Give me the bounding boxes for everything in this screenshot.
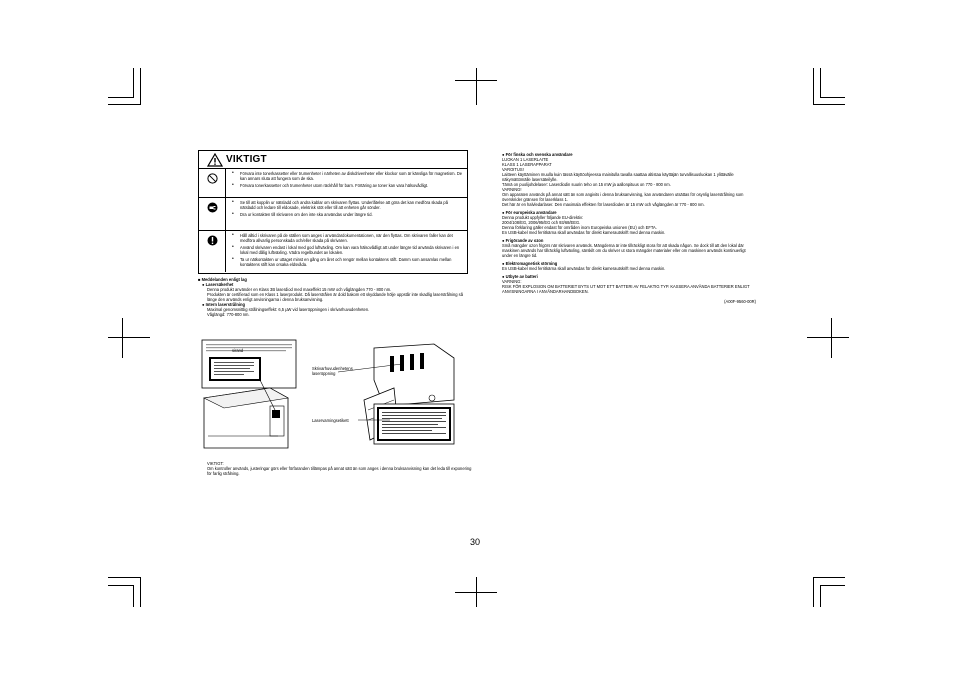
list-item: • Förvara inte tonerkassetter eller trumenheter i närheten av diskdrivenheter eller klockor som är känsliga för magnetism. De kan annars sluta att fungera som de ska. <box>232 170 463 181</box>
document-code: (A00F-9560-00R) <box>724 299 756 304</box>
text-line: VARNING: <box>502 279 522 284</box>
list-item: • Håll alltid i skrivaren på de ställen som anges i användardokumentationen, när den flyttas. Om skrivaren faller kan det medföra allvarlig personskada och/eller skada på skrivaren. <box>232 232 453 243</box>
section-heading: ● För europeiska användare <box>502 210 557 215</box>
right-column <box>502 152 756 304</box>
crop-mark <box>108 585 133 586</box>
crop-mark <box>108 337 150 338</box>
sub-heading: ● Lasersäkerhet <box>202 282 234 287</box>
unplug-icon <box>207 202 218 213</box>
crop-mark <box>807 337 849 338</box>
text-line: Det här är en halvledarlaser. Den maximala effekten för laserdioden är 15 mW och våglängden är 770 - 800 nm. <box>502 202 705 207</box>
crop-mark <box>831 318 832 358</box>
section-heading: ● Frigörande av ozon <box>502 238 544 243</box>
crop-mark <box>813 104 845 105</box>
page-number: 30 <box>470 537 481 547</box>
text-line: Laitteen käyttäminen muulla kuin tässä käyttöohjeessa mainitulla tavalla saattaa altistaa käyttäjän turvallisuusluokan 1 ylittävälle näkymättömälle lasersäteilylle. <box>502 172 734 182</box>
exclamation-icon <box>207 235 218 246</box>
paragraph: Produkten är certifierad som en Klass 1 laserprodukt. Då laserstrålen är dold bakom ett skyddande hölje uppstår inte skadlig laserstrålning så länge den används enligt anvisningarna i denna bruksanvisning. <box>207 292 463 302</box>
crop-mark <box>133 585 134 607</box>
section-heading: ● För finska och svenska användare <box>502 152 573 157</box>
crop-mark <box>820 585 845 586</box>
text-line: En USB-kabel med ferritkärna skall användas för direkt kamerautskrift med denna maskin. <box>502 230 666 235</box>
list-item: • Dra ur kontakten till skrivaren om den inte ska användas under längre tid. <box>232 211 373 217</box>
crop-mark <box>122 318 123 358</box>
sub-heading: ● Intern laserstrålning <box>202 302 245 307</box>
caption-text: Om kontroller används, justeringar görs eller förfaranden tillämpas på annat sätt än som anges i denna bruksanvisning kan det leda till exponering för farlig strålning. <box>207 466 472 476</box>
crop-mark <box>108 104 140 105</box>
viktigt-row-prohibit <box>199 169 467 198</box>
list-item: • Se till att kopplin ur nätsladd och andra kablar om skrivaren flyttas. Underlåtelse att göra det kan medföra skada på nätsladd och ledare till eldosade, elektrisk stöt eller till att enheten går sönder. <box>232 199 448 210</box>
warning-triangle-icon <box>207 153 223 167</box>
paragraph: Våglängd: 770-800 nm. <box>207 312 250 317</box>
crop-mark <box>140 68 141 105</box>
text-line: VAROITUS! <box>502 167 524 172</box>
crop-mark <box>820 585 821 607</box>
text-line: RISK FÖR EXPLOSION OM BATTERIET BYTS UT MOT ETT BATTERI AV FELAKTIG TYP. KASSERA ANVÄNDA BATTERIER ENLIGT ANVISNINGARNA I ANVÄNDARHANDBOKEN. <box>502 284 750 294</box>
list-item: • Förvara tonerkassetter och trumenheter utom räckhåll för barn. Förtäring av toner kan vara hälsovådligt. <box>232 182 429 188</box>
crop-mark <box>108 577 140 578</box>
crop-mark <box>140 577 141 607</box>
crop-mark <box>813 68 814 105</box>
label-printhead: Skrivarhuvudenhetens laseröppning <box>312 366 353 376</box>
section-heading: ■ Meddelanden enligt lag <box>198 277 247 282</box>
list-item: • Ta ur nätkontakten ur uttaget minst en gång om året och rengör mellan kontaktens stift. Damm som ansamlas mellan kontaktens stift kan orsaka eldsvåda. <box>232 256 452 267</box>
section-heading: ● Utbyte av batteri <box>502 274 538 279</box>
crop-mark <box>813 577 845 578</box>
text-line: Små mängder ozon frigörs när skrivaren används. Mängderna är inte tillräckligt stora för att skada någon. Se dock till att den lokal där maskinen används har tillräcklig luftväxling, särskilt om du skriver ut stora mängder materialer eller om maskinen används kontinuerligt under en längre tid. <box>502 243 746 258</box>
text-line: En USB-kabel med ferritkärna skall användas för direkt kamerautskrift med denna maskin. <box>502 266 666 271</box>
crop-mark <box>476 68 477 105</box>
crop-mark <box>133 68 134 98</box>
viktigt-header <box>199 151 467 169</box>
text-line: VARNING! <box>502 187 522 192</box>
list-item: • Använd skrivaren endast i lokal med god luftväxling. Om kan vara hälsovådligt att under längre tid använda skrivaren i en lokal med dålig luftväxling. Vädra regelbundet av lokalen. <box>232 244 460 255</box>
legal-notices-section <box>198 277 473 317</box>
crop-mark <box>820 97 845 98</box>
paragraph: Denna produkt använder en Klass 3B laserdiod med maxeffekt 15 mW och våglängden 770 - 800 nm. <box>207 287 392 292</box>
caption-title: VIKTIGT: <box>207 461 224 466</box>
paragraph: Maximal genomsnittlig strålningseffekt: 6,5 µW vid laseröppningen i skrivarhuvudenheten. <box>207 307 370 312</box>
viktigt-box <box>198 150 468 274</box>
viktigt-row-unplug <box>199 198 467 231</box>
viktigt-row-caution <box>199 231 467 272</box>
text-line: Tämä on puolijohdelaser: Laserdiodin suurin teho on 15 mW ja aallonpituus on 770 - 800 nm. <box>502 182 671 187</box>
printer-left-illustration <box>198 336 302 456</box>
text-line: Denna förklaring gäller endast för områden inom Europeiska unionen (EU) och EFTA. <box>502 225 657 230</box>
crop-mark <box>455 80 497 81</box>
label-inline-text: sirand <box>232 348 244 353</box>
text-line: 2004/108/EG, 2006/95/EG och 93/68/EEG. <box>502 220 581 225</box>
crop-mark <box>813 577 814 607</box>
crop-mark <box>108 97 133 98</box>
prohibited-icon <box>207 173 218 184</box>
text-line: KLASS 1 LASERAPPARAT <box>502 162 552 167</box>
section-heading: ● Elektromagnetisk störning <box>502 261 558 266</box>
text-line: Denna produkt uppfyller följande EU-direktiv: <box>502 215 584 220</box>
text-line: LUOKAN 1 LASERLAITE <box>502 157 549 162</box>
figure-caption <box>207 461 472 476</box>
text-line: Om apparaten används på annat sätt än som angivits i denna bruksanvisning, kan användaren utsättas för osynlig laserstrålning som överskrider gränsen för laserklass 1. <box>502 192 744 202</box>
crop-mark <box>476 577 477 607</box>
viktigt-title: VIKTIGT <box>226 154 267 165</box>
label-warning-sticker: Laservarningsetikett <box>312 418 349 423</box>
crop-mark <box>820 68 821 98</box>
